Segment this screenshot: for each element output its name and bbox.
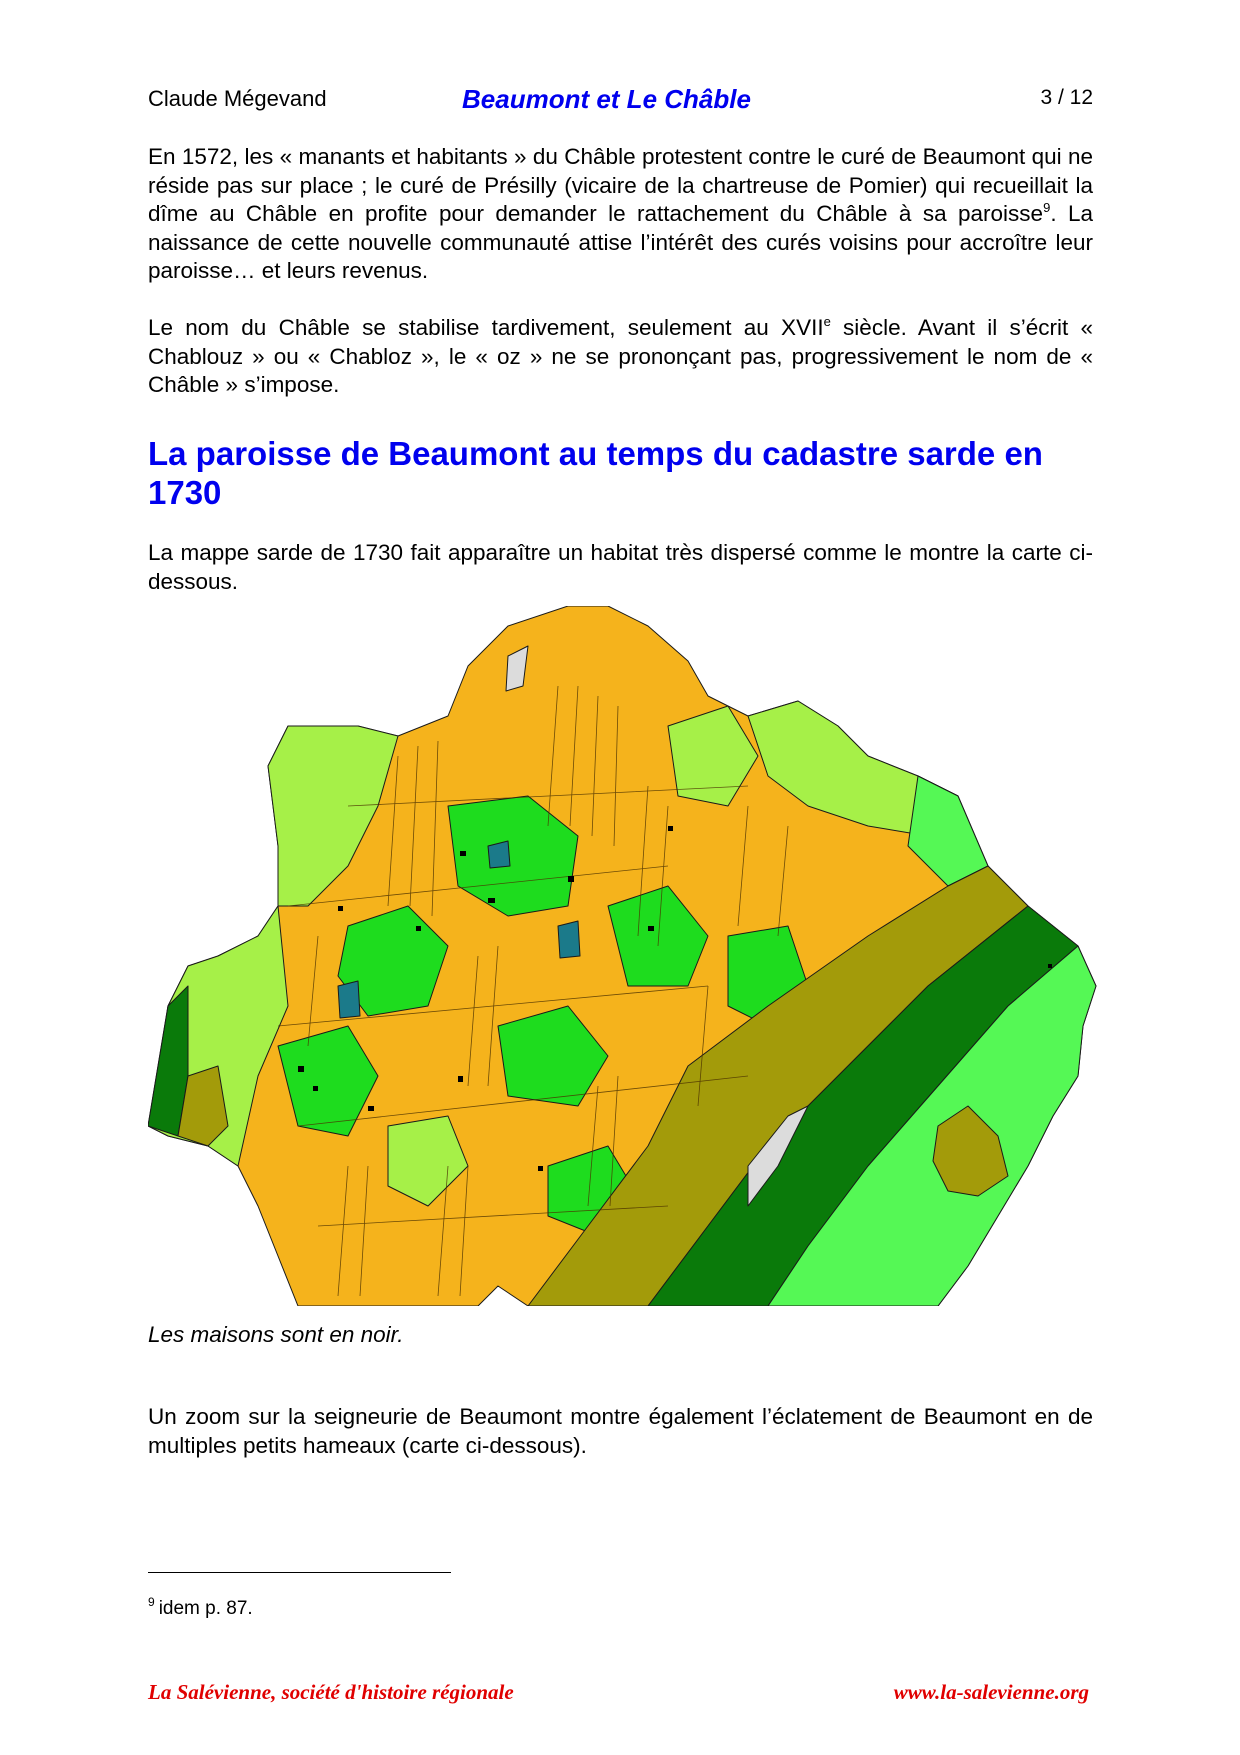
footnote-divider [148, 1572, 451, 1573]
house-marker [368, 1106, 374, 1111]
house-marker [568, 876, 574, 882]
map-caption: Les maisons sont en noir. [148, 1322, 404, 1347]
paragraph-text: . La naissance de cette nouvelle communauté attise l’intérêt des curés voisins pour accroître leur paroisse… et leurs revenus. [148, 201, 1094, 283]
house-marker [460, 851, 466, 856]
footnote-number: 9 [148, 1595, 155, 1609]
paragraph-text: Le nom du Châble se stabilise tardivement, seulement au XVII [148, 315, 824, 340]
house-marker [338, 906, 343, 911]
house-marker [416, 926, 421, 931]
paragraph-name-chable [148, 314, 1093, 400]
footer-website-link[interactable]: www.la-salevienne.org [893, 1680, 1089, 1704]
footer-society: La Salévienne, société d'histoire régionale [148, 1680, 514, 1704]
footnote-9 [148, 1595, 253, 1620]
map-parcel-teal-3 [558, 921, 580, 958]
house-marker [1048, 964, 1052, 968]
map-parcel-teal-2 [338, 981, 360, 1018]
intro-paragraph: La mappe sarde de 1730 fait apparaître un habitat très dispersé comme le montre la carte ci-dessous. [148, 540, 1093, 594]
house-marker [538, 1166, 543, 1171]
superscript-e: e [823, 314, 831, 329]
closing-paragraph: Un zoom sur la seigneurie de Beaumont montre également l’éclatement de Beaumont en de multiples petits hameaux (carte ci-dessous). [148, 1404, 1093, 1458]
paragraph-1572 [148, 143, 1093, 286]
page-header [148, 84, 1093, 114]
footnote-ref[interactable]: 9 [1043, 200, 1051, 215]
map-parcel-teal-1 [488, 841, 510, 868]
house-marker [313, 1086, 318, 1091]
footnote-text: idem p. 87. [158, 1598, 253, 1619]
header-title: Beaumont et Le Châble [462, 84, 751, 114]
section-heading: La paroisse de Beaumont au temps du cadastre sarde en 1730 [148, 435, 1043, 511]
header-author: Claude Mégevand [148, 86, 327, 111]
house-marker [458, 1076, 463, 1082]
house-marker [298, 1066, 304, 1072]
page-number: 3 / 12 [1040, 86, 1093, 109]
paragraph-text: siècle. Avant il s’écrit « Chablouz » ou « Chabloz », le « oz » ne se prononçant pas, progressivement le nom de « Châble » s’impose. [148, 315, 1093, 397]
house-marker [668, 826, 673, 831]
house-marker [648, 926, 654, 931]
cadastre-map-1730 [148, 606, 1098, 1306]
paragraph-text: En 1572, les « manants et habitants » du Châble protestent contre le curé de Beaumont qui ne réside pas sur place ; le curé de Présilly (vicaire de la chartreuse de Pomier) qui recueillait la dîme au Châble en profite pour demander le rattachement du Châble à sa paroisse [148, 144, 1093, 226]
house-marker [488, 898, 495, 903]
